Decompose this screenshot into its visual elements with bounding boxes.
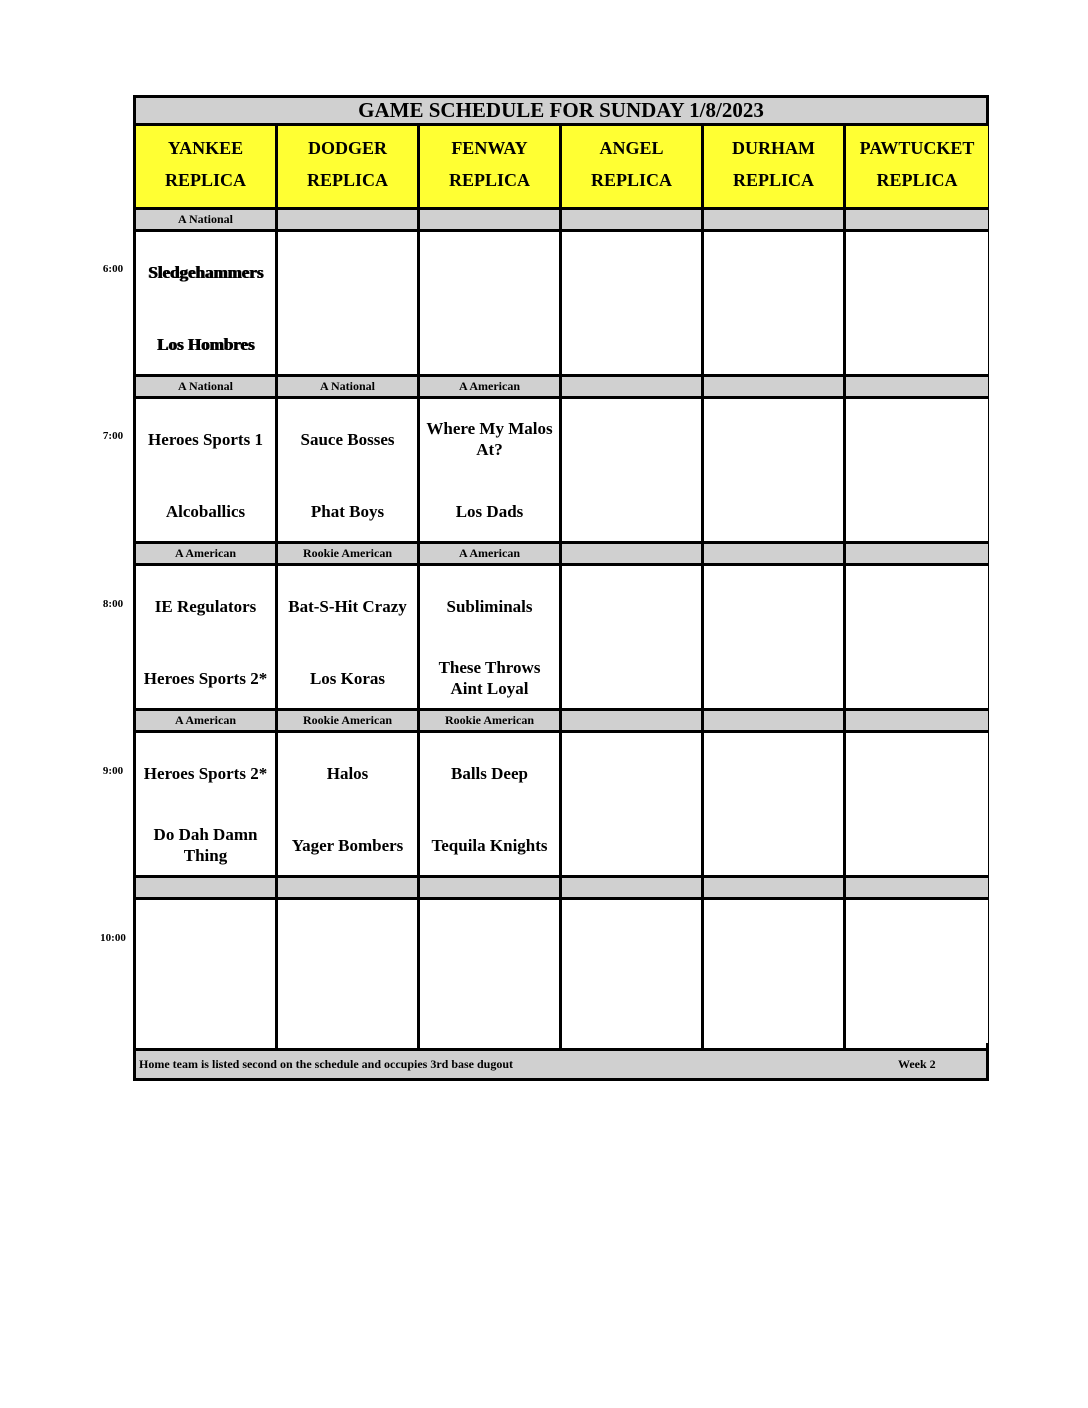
field-subtitle: REPLICA — [732, 170, 814, 190]
home-team: Do Dah Damn Thing — [153, 825, 258, 865]
field-column — [846, 126, 988, 1048]
division-label — [704, 875, 843, 900]
away-team — [848, 918, 986, 962]
away-team — [706, 918, 841, 962]
division-label — [278, 875, 417, 900]
division-label — [846, 708, 988, 733]
away-team: Heroes Sports 2* — [143, 763, 268, 783]
division-label: A American — [420, 541, 559, 566]
field-column — [704, 126, 846, 1048]
field-name: PAWTUCKET — [859, 138, 975, 158]
game-slot — [278, 733, 417, 876]
division-label: Rookie American — [420, 708, 559, 733]
away-team — [564, 417, 699, 461]
field-header — [846, 126, 988, 210]
field-subtitle: REPLICA — [164, 170, 246, 190]
home-team — [422, 990, 557, 1034]
home-team: Alcoballics — [165, 501, 246, 521]
division-label: Rookie American — [278, 541, 417, 566]
game-slot — [562, 232, 701, 375]
home-team — [422, 322, 557, 366]
home-team — [706, 322, 841, 366]
game-slot — [420, 399, 559, 542]
division-label: A American — [136, 708, 275, 733]
division-label — [704, 541, 843, 566]
away-team: Sledgehammers — [147, 262, 264, 282]
home-team — [564, 656, 699, 700]
game-slot — [562, 399, 701, 542]
time-label: 10:00 — [100, 932, 126, 944]
home-team — [848, 322, 986, 366]
game-slot — [278, 232, 417, 375]
division-label: A National — [136, 210, 275, 232]
home-team: Phat Boys — [310, 501, 385, 521]
home-team — [848, 656, 986, 700]
home-team: Tequila Knights — [431, 835, 548, 855]
division-label — [704, 708, 843, 733]
home-team — [706, 990, 841, 1034]
game-slot — [846, 232, 988, 375]
away-team — [706, 250, 841, 294]
game-slot — [420, 733, 559, 876]
away-team — [280, 250, 415, 294]
field-header — [278, 126, 417, 210]
game-slot — [846, 566, 988, 709]
game-slot — [278, 900, 417, 1043]
game-slot — [136, 733, 275, 876]
field-subtitle: REPLICA — [876, 170, 958, 190]
home-team: These Throws Aint Loyal — [438, 658, 541, 698]
away-team: Halos — [326, 763, 369, 783]
field-name: DURHAM — [732, 138, 815, 158]
schedule-footer — [136, 1048, 986, 1078]
division-label — [704, 374, 843, 399]
away-team — [706, 417, 841, 461]
game-slot — [562, 900, 701, 1043]
field-subtitle: REPLICA — [590, 170, 672, 190]
away-team — [422, 250, 557, 294]
game-slot — [704, 232, 843, 375]
home-team — [848, 489, 986, 533]
home-team: Heroes Sports 2* — [143, 668, 268, 688]
game-slot — [562, 733, 701, 876]
field-column — [562, 126, 704, 1048]
division-label — [278, 210, 417, 232]
schedule-table — [133, 95, 989, 1081]
away-team: Balls Deep — [451, 763, 528, 783]
footer-note: Home team is listed second on the schedule and occupies 3rd base dugout — [139, 1057, 514, 1071]
game-slot — [136, 399, 275, 542]
game-slot — [136, 566, 275, 709]
home-team — [564, 823, 699, 867]
division-label — [846, 541, 988, 566]
home-team: Los Hombres — [156, 334, 255, 354]
division-label — [562, 210, 701, 232]
game-slot — [136, 900, 275, 1043]
field-column — [136, 126, 278, 1048]
away-team — [848, 584, 986, 628]
away-team: IE Regulators — [154, 596, 257, 616]
division-label — [846, 210, 988, 232]
home-team — [564, 489, 699, 533]
game-slot — [278, 566, 417, 709]
game-slot — [704, 900, 843, 1043]
game-slot — [704, 566, 843, 709]
week-label: Week 2 — [898, 1057, 936, 1071]
home-team — [706, 823, 841, 867]
away-team: Bat-S-Hit Crazy — [288, 596, 407, 616]
away-team — [564, 250, 699, 294]
game-slot — [846, 733, 988, 876]
away-team — [848, 417, 986, 461]
field-header — [136, 126, 275, 210]
home-team — [706, 489, 841, 533]
field-name: ANGEL — [599, 138, 664, 158]
away-team — [138, 918, 273, 962]
game-slot — [704, 399, 843, 542]
field-name: FENWAY — [451, 138, 528, 158]
home-team — [564, 990, 699, 1034]
away-team — [706, 584, 841, 628]
field-header — [562, 126, 701, 210]
away-team — [564, 918, 699, 962]
away-team: Heroes Sports 1 — [148, 429, 263, 449]
division-label — [562, 374, 701, 399]
schedule-title: GAME SCHEDULE FOR SUNDAY 1/8/2023 — [136, 98, 986, 126]
time-label: 8:00 — [102, 598, 124, 610]
division-label — [420, 210, 559, 232]
division-label: Rookie American — [278, 708, 417, 733]
away-team — [280, 918, 415, 962]
home-team — [848, 823, 986, 867]
home-team: Yager Bombers — [291, 835, 404, 855]
time-label: 6:00 — [102, 263, 124, 275]
home-team — [848, 990, 986, 1034]
division-label — [846, 875, 988, 900]
division-label — [704, 210, 843, 232]
home-team: Los Dads — [455, 501, 524, 521]
game-slot — [136, 232, 275, 375]
division-label — [562, 541, 701, 566]
away-team — [564, 751, 699, 795]
away-team — [848, 751, 986, 795]
field-subtitle: REPLICA — [448, 170, 530, 190]
field-header — [704, 126, 843, 210]
home-team — [280, 322, 415, 366]
home-team — [138, 990, 273, 1034]
away-team: Where My Malos At? — [426, 419, 553, 459]
away-team — [848, 250, 986, 294]
game-slot — [846, 900, 988, 1043]
division-label — [562, 708, 701, 733]
game-slot — [704, 733, 843, 876]
field-name: YANKEE — [167, 138, 244, 158]
game-slot — [420, 900, 559, 1043]
away-team — [422, 918, 557, 962]
game-slot — [562, 566, 701, 709]
division-label: A National — [136, 374, 275, 399]
field-column — [420, 126, 562, 1048]
game-slot — [420, 232, 559, 375]
division-label — [846, 374, 988, 399]
division-label: A National — [278, 374, 417, 399]
division-label: A American — [420, 374, 559, 399]
away-team — [706, 751, 841, 795]
game-slot — [846, 399, 988, 542]
field-header — [420, 126, 559, 210]
home-team — [280, 990, 415, 1034]
away-team: Sauce Bosses — [300, 429, 395, 449]
field-name: DODGER — [307, 138, 387, 158]
game-slot — [420, 566, 559, 709]
game-slot — [278, 399, 417, 542]
away-team — [564, 584, 699, 628]
division-label — [420, 875, 559, 900]
division-label — [136, 875, 275, 900]
home-team — [706, 656, 841, 700]
field-column — [278, 126, 420, 1048]
home-team: Los Koras — [309, 668, 386, 688]
division-label — [562, 875, 701, 900]
home-team — [564, 322, 699, 366]
time-label: 7:00 — [102, 430, 124, 442]
field-subtitle: REPLICA — [306, 170, 388, 190]
time-label: 9:00 — [102, 765, 124, 777]
division-label: A American — [136, 541, 275, 566]
away-team: Subliminals — [446, 596, 533, 616]
